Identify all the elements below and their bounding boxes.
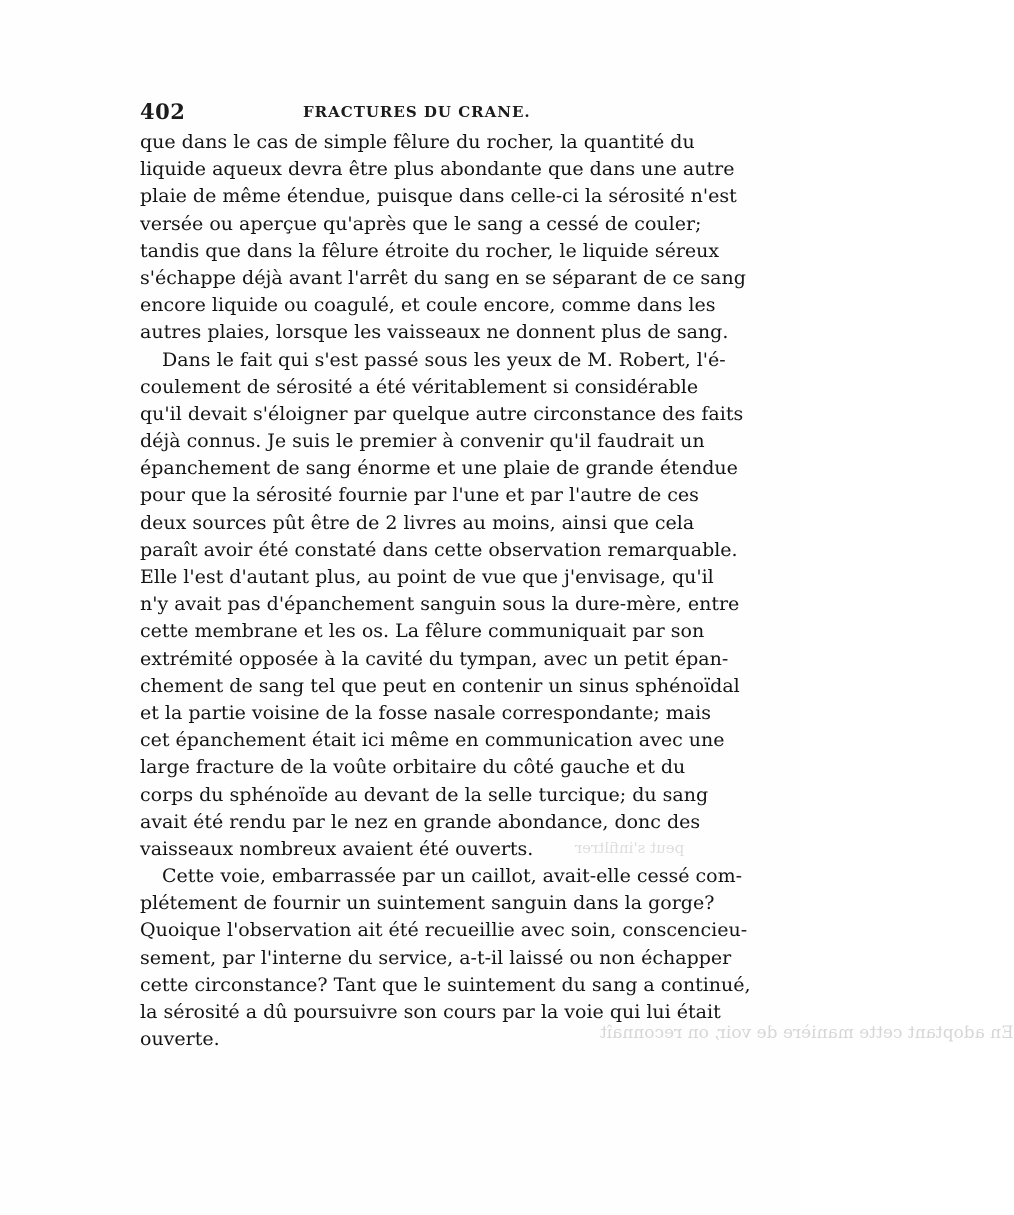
text-line: liquide aqueux devra être plus abondante que dans une autre — [140, 158, 735, 181]
text-line: avait été rendu par le nez en grande abondance, donc des — [140, 810, 701, 833]
text-line: et la partie voisine de la fosse nasale correspondante; mais — [140, 701, 711, 724]
paragraph-3 — [140, 863, 751, 1053]
text-line: versée ou aperçue qu'après que le sang a cessé de couler; — [140, 212, 702, 235]
text-line: ouverte. — [140, 1028, 220, 1051]
text-line: Dans le fait qui s'est passé sous les yeux de M. Robert, l'é- — [162, 348, 726, 371]
text-line: autres plaies, lorsque les vaisseaux ne donnent plus de sang. — [140, 321, 729, 344]
text-line: n'y avait pas d'épanchement sanguin sous la dure-mère, entre — [140, 593, 740, 616]
paragraph-2 — [140, 347, 744, 864]
text-line: cet épanchement était ici même en communication avec une — [140, 729, 725, 752]
text-line: chement de sang tel que peut en contenir un sinus sphénoïdal — [140, 674, 740, 697]
text-line: encore liquide ou coagulé, et coule encore, comme dans les — [140, 294, 716, 317]
body-text — [140, 129, 751, 1053]
text-line: cette membrane et les os. La fêlure communiquait par son — [140, 620, 705, 643]
text-line: Quoique l'observation ait été recueillie avec soin, conscencieu- — [140, 919, 748, 942]
text-line: plaie de même étendue, puisque dans celle-ci la sérosité n'est — [140, 185, 737, 208]
running-head — [140, 99, 665, 125]
text-line: vaisseaux nombreux avaient été ouverts. — [140, 837, 534, 860]
paragraph-1 — [140, 129, 746, 347]
text-line: qu'il devait s'éloigner par quelque autre circonstance des faits — [140, 402, 744, 425]
text-line: tandis que dans la fêlure étroite du rocher, le liquide séreux — [140, 239, 720, 262]
text-line: paraît avoir été constaté dans cette observation remarquable. — [140, 538, 738, 561]
page-number: 402 — [140, 99, 186, 124]
text-line: corps du sphénoïde au devant de la selle turcique; du sang — [140, 783, 709, 806]
text-line: déjà connus. Je suis le premier à convenir qu'il faudrait un — [140, 430, 705, 453]
text-line: extrémité opposée à la cavité du tympan, avec un petit épan- — [140, 647, 729, 670]
show-through-text: En adoptant cette manière de voir, on reconnaît — [600, 1023, 1014, 1043]
text-line: Cette voie, embarrassée par un caillot, avait-elle cessé com- — [162, 865, 743, 888]
text-line: deux sources pût être de 2 livres au moins, ainsi que cela — [140, 511, 695, 534]
text-line: pour que la sérosité fournie par l'une et par l'autre de ces — [140, 484, 699, 507]
show-through-text: peut s'infiltrer — [575, 839, 685, 857]
text-line: que dans le cas de simple fêlure du rocher, la quantité du — [140, 131, 695, 153]
text-line: large fracture de la voûte orbitaire du côté gauche et du — [140, 756, 686, 779]
text-line: coulement de sérosité a été véritablement si considérable — [140, 375, 699, 398]
chapter-title: FRACTURES DU CRANE. — [303, 103, 531, 121]
text-line: sement, par l'interne du service, a-t-il laissé ou non échapper — [140, 946, 732, 969]
text-line: épanchement de sang énorme et une plaie de grande étendue — [140, 457, 738, 480]
text-line: s'échappe déjà avant l'arrêt du sang en se séparant de ce sang — [140, 266, 746, 289]
text-line: la sérosité a dû poursuivre son cours par la voie qui lui était — [140, 1001, 721, 1023]
text-line: Elle l'est d'autant plus, au point de vue que j'envisage, qu'il — [140, 566, 714, 588]
text-line: plétement de fournir un suintement sanguin dans la gorge? — [140, 892, 715, 915]
text-line: cette circonstance? Tant que le suintement du sang a continué, — [140, 973, 751, 996]
